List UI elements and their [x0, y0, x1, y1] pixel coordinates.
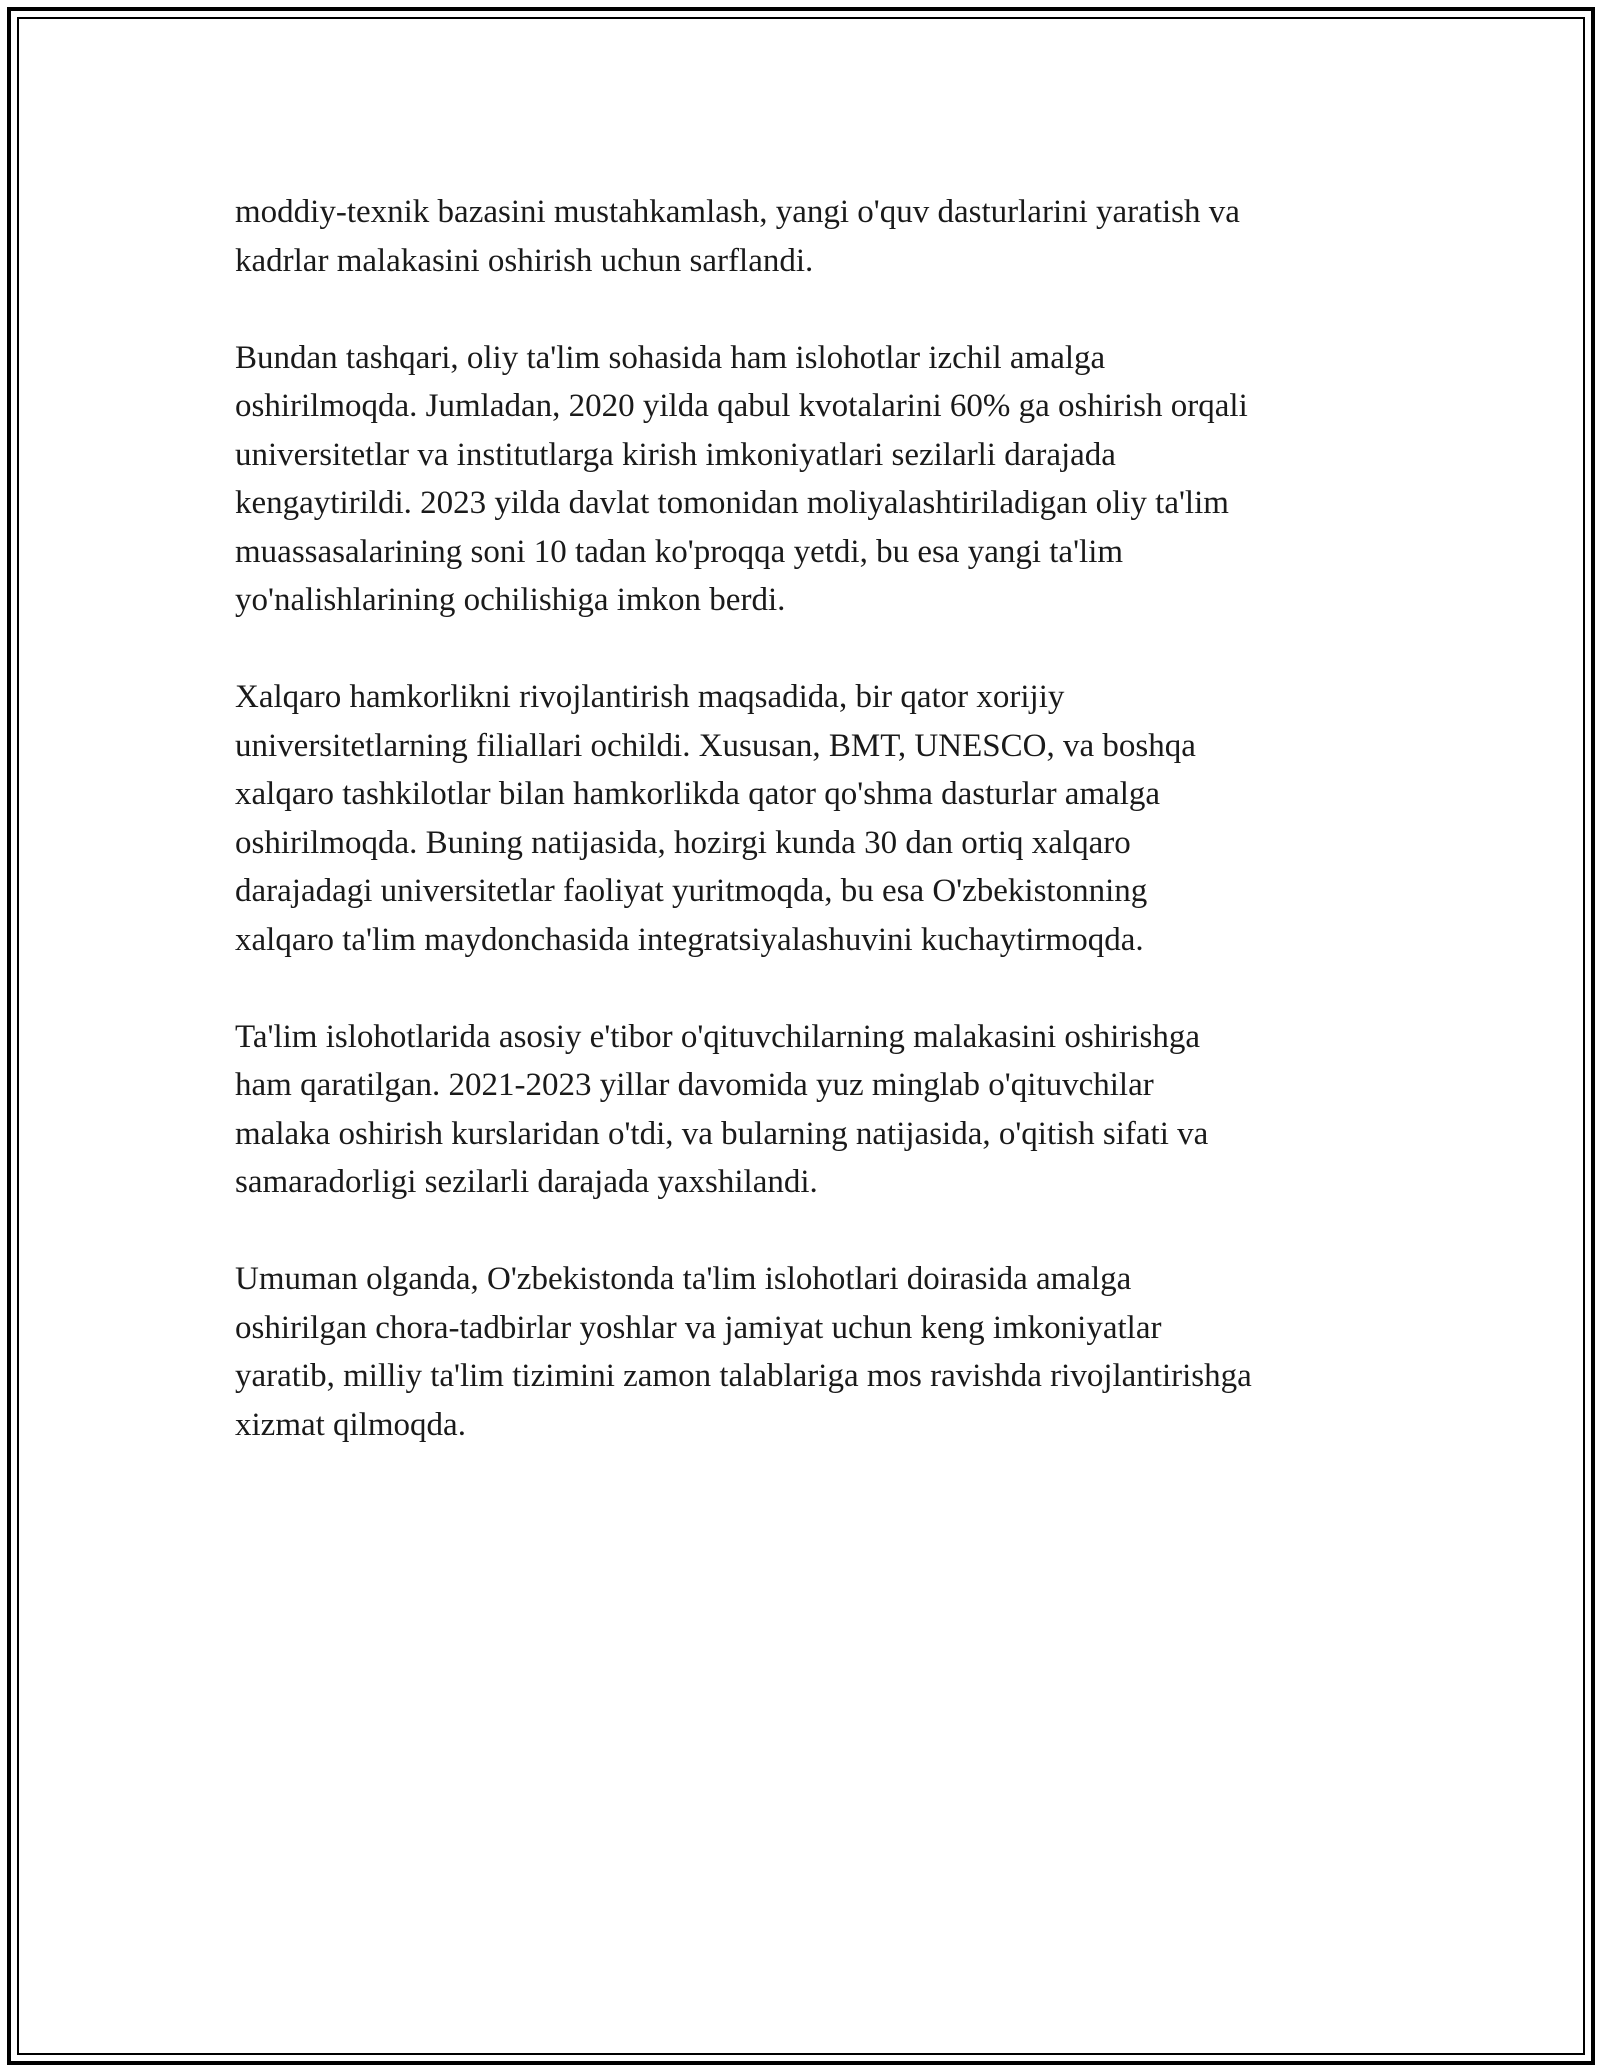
text-line: xalqaro ta'lim maydonchasida integratsiyalashuvini kuchaytirmoqda.	[235, 921, 1144, 958]
text-line: oshirilmoqda. Jumladan, 2020 yilda qabul kvotalarini 60% ga oshirish orqali	[235, 388, 1248, 424]
text-line: Xalqaro hamkorlikni rivojlantirish maqsadida, bir qator xorijiy	[235, 679, 1065, 715]
text-line: yaratib, milliy ta'lim tizimini zamon talablariga mos ravishda rivojlantirishga	[235, 1358, 1252, 1394]
text-line: universitetlarning filiallari ochildi. Xususan, BMT, UNESCO, va boshqa	[235, 727, 1196, 764]
text-line: oshirilmoqda. Buning natijasida, hozirgi kunda 30 dan ortiq xalqaro	[235, 824, 1131, 861]
text-line: yo'nalishlarining ochilishiga imkon berdi.	[235, 582, 786, 618]
text-line: Ta'lim islohotlarida asosiy e'tibor o'qituvchilarning malakasini oshirishga	[235, 1018, 1201, 1055]
text-line: samaradorligi sezilarli darajada yaxshilandi.	[235, 1164, 818, 1200]
text-line: malaka oshirish kurslaridan o'tdi, va bularning natijasida, o'qitish sifati va	[235, 1115, 1209, 1152]
paragraph	[235, 673, 1375, 964]
text-line: kengaytirildi. 2023 yilda davlat tomonidan moliyalashtiriladigan oliy ta'lim	[235, 485, 1229, 521]
paragraph	[235, 334, 1375, 625]
text-line: oshirilgan chora-tadbirlar yoshlar va jamiyat uchun keng imkoniyatlar	[235, 1309, 1162, 1346]
text-line: Umuman olganda, O'zbekistonda ta'lim islohotlari doirasida amalga	[235, 1261, 1132, 1297]
text-line: universitetlar va institutlarga kirish imkoniyatlari sezilarli darajada	[235, 436, 1116, 473]
text-line: muassasalarining soni 10 tadan ko'proqqa yetdi, bu esa yangi ta'lim	[235, 533, 1124, 570]
text-line: xalqaro tashkilotlar bilan hamkorlikda qator qo'shma dasturlar amalga	[235, 776, 1161, 812]
text-line: kadrlar malakasini oshirish uchun sarflandi.	[235, 242, 814, 279]
text-line: Bundan tashqari, oliy ta'lim sohasida ham islohotlar izchil amalga	[235, 339, 1106, 376]
text-line: xizmat qilmoqda.	[235, 1406, 466, 1443]
text-line: ham qaratilgan. 2021-2023 yillar davomida yuz minglab o'qituvchilar	[235, 1067, 1154, 1103]
paragraph	[235, 1255, 1375, 1449]
paragraph	[235, 188, 1375, 285]
text-line: darajadagi universitetlar faoliyat yuritmoqda, bu esa O'zbekistonning	[235, 873, 1148, 909]
text-line: moddiy-texnik bazasini mustahkamlash, yangi o'quv dasturlarini yaratish va	[235, 194, 1240, 230]
paragraph	[235, 1013, 1375, 1207]
document-body	[235, 188, 1375, 1498]
